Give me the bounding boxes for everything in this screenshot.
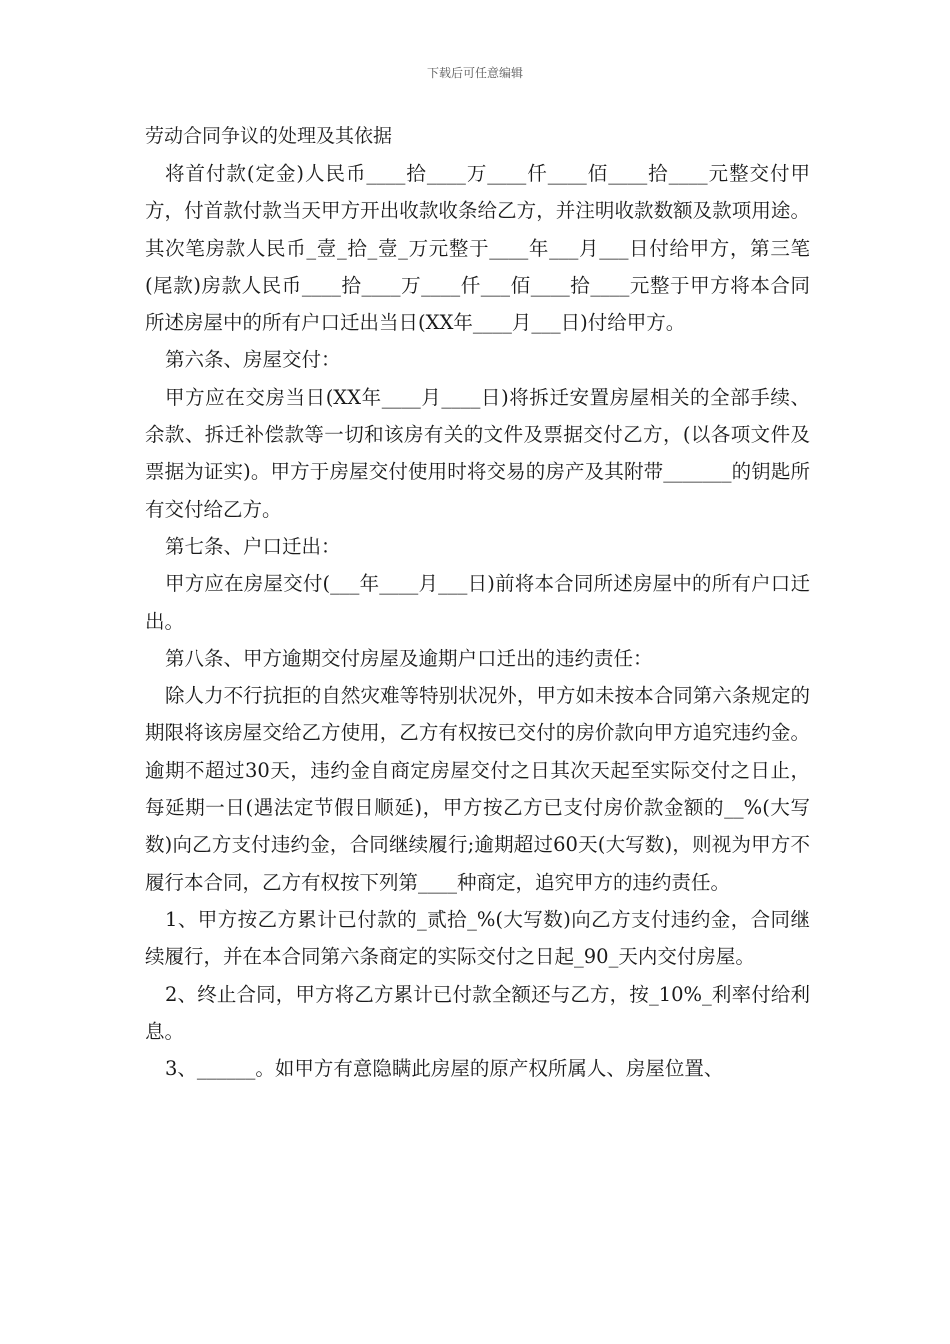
paragraph-house-delivery: 甲方应在交房当日(XX年____月____日)将拆迁安置房屋相关的全部手续、余款、拆迁补偿款等一切和该房有关的文件及票据交付乙方，(以各项文件及票据为证实)。甲方于房屋交付使用时将交易的房产及其附带_______的钥匙所有交付给乙方。 [145,385,810,521]
paragraph-breach-liability: 除人力不行抗拒的自然灾难等特别状况外，甲方如未按本合同第六条规定的期限将该房屋交给乙方使用，乙方有权按已交付的房价款向甲方追究违约金。逾期不超过30天，违约金自商定房屋交付之日其次天起至实际交付之日止，每延期一日(遇法定节假日顺延)，甲方按乙方已支付房价款金额的__%(大写数)向乙方支付违约金，合同继续履行;逾期超过60天(大写数)，则视为甲方不履行本合同，乙方有权按下列第____种商定，追究甲方的违约责任。 [145,684,810,894]
list-item-option-3: 3、______。如甲方有意隐瞒此房屋的原产权所属人、房屋位置、 [165,1057,724,1081]
list-item-option-1: 1、甲方按乙方累计已付款的_贰拾_%(大写数)向乙方支付违约金，合同继续履行，并在本合同第六条商定的实际交付之日起_90_天内交付房屋。 [145,907,810,969]
list-item-option-2: 2、终止合同，甲方将乙方累计已付款全额还与乙方，按_10%_利率付给利息。 [145,982,810,1043]
document-body [145,118,810,1087]
paragraph-hukou-moveout: 甲方应在房屋交付(___年____月___日)前将本合同所述房屋中的所有户口迁出。 [145,572,810,633]
section-heading-article-7: 第七条、户口迁出： [165,534,341,558]
page-header: 下载后可任意编辑 [426,66,523,80]
paragraph-payment-schedule: 将首付款(定金)人民币____拾____万____仟____佰____拾____元整交付甲方，付首款付款当天甲方开出收款收条给乙方，并注明收款数额及款项用途。其次笔房款人民币_壹_拾_壹_万元整于____年___月___日付给甲方，第三笔(尾款)房款人民币____拾____万____仟___佰____拾____元整于甲方将本合同所述房屋中的所有户口迁出当日(XX年____月___日)付给甲方。 [145,162,810,335]
document-title: 劳动合同争议的处理及其依据 [145,125,393,147]
section-heading-article-8: 第八条、甲方逾期交付房屋及逾期户口迁出的违约责任： [165,646,653,670]
section-heading-article-6: 第六条、房屋交付： [165,348,341,372]
